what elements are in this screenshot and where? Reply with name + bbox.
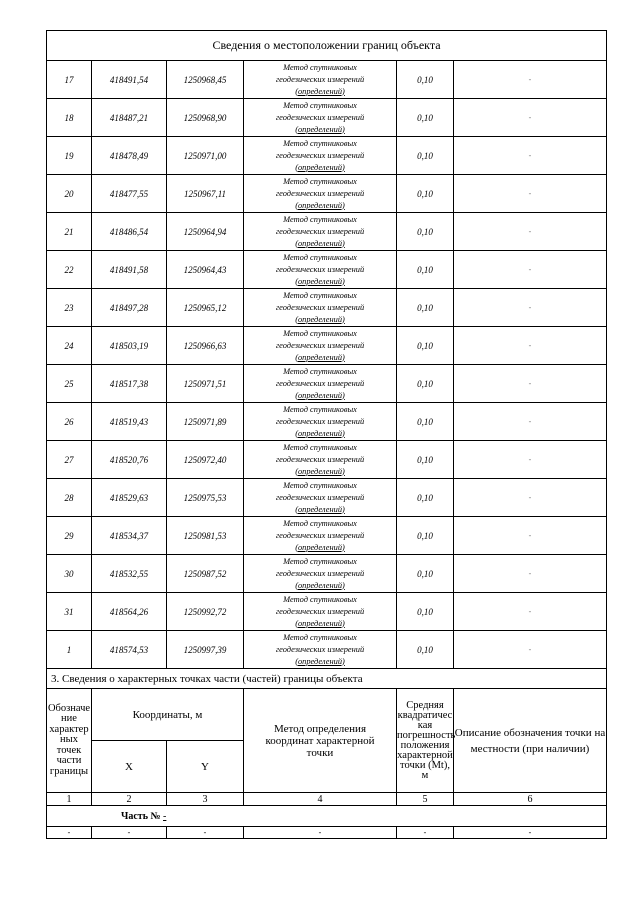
table-row	[47, 251, 607, 289]
method-line: геодезических измерений	[275, 492, 365, 502]
coord-x: 418534,37	[92, 517, 167, 555]
point-number: 1	[47, 631, 92, 669]
empty-cell: -	[167, 827, 244, 839]
description: -	[454, 289, 607, 327]
method-cell	[244, 327, 397, 365]
column-number: 4	[244, 793, 397, 806]
description: -	[454, 99, 607, 137]
method-line: (определений)	[295, 466, 345, 476]
header-line: кая	[417, 719, 433, 731]
method-cell	[244, 555, 397, 593]
method-cell	[244, 593, 397, 631]
method-line: геодезических измерений	[275, 302, 365, 312]
description: -	[454, 403, 607, 441]
method-line: геодезических измерений	[275, 74, 365, 84]
method-cell	[244, 251, 397, 289]
point-number: 20	[47, 175, 92, 213]
empty-cell: -	[47, 827, 92, 839]
method-line: Метод спутниковых	[283, 62, 357, 72]
method-cell	[244, 61, 397, 99]
point-number: 29	[47, 517, 92, 555]
coord-x: 418529,63	[92, 479, 167, 517]
coord-y: 1250972,40	[167, 441, 244, 479]
description: -	[454, 251, 607, 289]
column-number: 3	[167, 793, 244, 806]
description: -	[454, 517, 607, 555]
description: -	[454, 593, 607, 631]
method-line: (определений)	[295, 504, 345, 514]
accuracy: 0,10	[397, 631, 454, 669]
method-line: Метод спутниковых	[283, 290, 357, 300]
header-line: ние	[61, 713, 77, 725]
method-line: (определений)	[295, 162, 345, 172]
empty-cell: -	[92, 827, 167, 839]
method-cell	[244, 365, 397, 403]
point-number: 25	[47, 365, 92, 403]
method-line: (определений)	[295, 542, 345, 552]
method-cell	[244, 99, 397, 137]
table-row	[47, 631, 607, 669]
method-cell	[244, 479, 397, 517]
accuracy: 0,10	[397, 61, 454, 99]
coord-y: 1250981,53	[167, 517, 244, 555]
part-label: Часть №	[121, 810, 161, 822]
table-title: Сведения о местоположении границ объекта	[47, 31, 607, 61]
coord-x: 418487,21	[92, 99, 167, 137]
coord-x: 418519,43	[92, 403, 167, 441]
method-line: Метод спутниковых	[283, 442, 357, 452]
x-header: X	[92, 741, 167, 793]
coord-y: 1250966,63	[167, 327, 244, 365]
point-number: 26	[47, 403, 92, 441]
coord-x: 418503,19	[92, 327, 167, 365]
accuracy: 0,10	[397, 213, 454, 251]
coord-x: 418491,54	[92, 61, 167, 99]
method-line: геодезических измерений	[275, 644, 365, 654]
method-line: геодезических измерений	[275, 568, 365, 578]
description: -	[454, 479, 607, 517]
document-page	[46, 30, 606, 839]
description: -	[454, 555, 607, 593]
column-number: 6	[454, 793, 607, 806]
table-header-row	[47, 31, 607, 61]
table-row	[47, 365, 607, 403]
method-line: (определений)	[295, 200, 345, 210]
method-line: Метод спутниковых	[283, 100, 357, 110]
method-line: геодезических измерений	[275, 150, 365, 160]
part-row	[47, 806, 607, 827]
method-line: геодезических измерений	[275, 606, 365, 616]
method-line: Метод спутниковых	[283, 252, 357, 262]
table-row	[47, 441, 607, 479]
method-cell	[244, 403, 397, 441]
description: -	[454, 175, 607, 213]
method-line: (определений)	[295, 580, 345, 590]
coord-x: 418486,54	[92, 213, 167, 251]
method-line: геодезических измерений	[275, 264, 365, 274]
point-number: 24	[47, 327, 92, 365]
accuracy: 0,10	[397, 555, 454, 593]
method-line: Метод спутниковых	[283, 480, 357, 490]
accuracy: 0,10	[397, 327, 454, 365]
table-row	[47, 289, 607, 327]
description: -	[454, 365, 607, 403]
column-number: 2	[92, 793, 167, 806]
column-numbers-row	[47, 793, 607, 806]
table-row	[47, 99, 607, 137]
method-line: Метод спутниковых	[283, 366, 357, 376]
y-header: Y	[167, 741, 244, 793]
method-line: геодезических измерений	[275, 378, 365, 388]
method-line: Метод спутниковых	[283, 556, 357, 566]
accuracy: 0,10	[397, 137, 454, 175]
method-line: Метод спутниковых	[283, 214, 357, 224]
method-line: (определений)	[295, 314, 345, 324]
point-number: 27	[47, 441, 92, 479]
method-line: (определений)	[295, 86, 345, 96]
method-line: Метод спутниковых	[283, 176, 357, 186]
empty-cell: -	[397, 827, 454, 839]
accuracy: 0,10	[397, 175, 454, 213]
method-line: Метод спутниковых	[283, 632, 357, 642]
method-line: геодезических измерений	[275, 226, 365, 236]
method-cell	[244, 441, 397, 479]
method-line: геодезических измерений	[275, 340, 365, 350]
method-line: Метод спутниковых	[283, 518, 357, 528]
point-number: 30	[47, 555, 92, 593]
table-row	[47, 555, 607, 593]
accuracy: 0,10	[397, 403, 454, 441]
method-cell	[244, 517, 397, 555]
part-number: -	[163, 810, 167, 822]
method-line: геодезических измерений	[275, 454, 365, 464]
coords-header: Координаты, м	[92, 689, 244, 741]
coord-x: 418564,26	[92, 593, 167, 631]
coord-y: 1250971,51	[167, 365, 244, 403]
accuracy: 0,10	[397, 479, 454, 517]
method-cell	[244, 289, 397, 327]
method-line: Метод спутниковых	[283, 328, 357, 338]
header-line: положения	[400, 739, 450, 751]
column-number: 5	[397, 793, 454, 806]
coord-y: 1250968,90	[167, 99, 244, 137]
method-cell	[244, 137, 397, 175]
coord-y: 1250971,00	[167, 137, 244, 175]
accuracy: 0,10	[397, 251, 454, 289]
accuracy: 0,10	[397, 441, 454, 479]
header-line: части	[56, 755, 82, 767]
header-line: точек	[56, 744, 82, 756]
point-number: 23	[47, 289, 92, 327]
table-row	[47, 403, 607, 441]
method-line: Метод спутниковых	[283, 138, 357, 148]
coord-y: 1250964,94	[167, 213, 244, 251]
method-line: (определений)	[295, 352, 345, 362]
coord-x: 418574,53	[92, 631, 167, 669]
point-number: 18	[47, 99, 92, 137]
method-line: геодезических измерений	[275, 112, 365, 122]
header-line: квадратичес	[397, 709, 453, 721]
section-3-title: 3. Сведения о характерных точках части (частей) границы объекта	[47, 669, 607, 689]
header-line: границы	[49, 765, 89, 777]
description: -	[454, 327, 607, 365]
header-line: Обозначе	[47, 702, 91, 714]
point-number: 22	[47, 251, 92, 289]
point-number: 17	[47, 61, 92, 99]
coord-y: 1250971,89	[167, 403, 244, 441]
coord-x: 418497,28	[92, 289, 167, 327]
coord-x: 418517,38	[92, 365, 167, 403]
method-cell	[244, 213, 397, 251]
header-line: характер	[49, 723, 89, 735]
method-line: (определений)	[295, 656, 345, 666]
description: -	[454, 137, 607, 175]
point-number: 21	[47, 213, 92, 251]
method-line: Метод спутниковых	[283, 594, 357, 604]
accuracy: 0,10	[397, 517, 454, 555]
coord-x: 418491,58	[92, 251, 167, 289]
description: -	[454, 61, 607, 99]
method-line: геодезических измерений	[275, 416, 365, 426]
table-row	[47, 175, 607, 213]
coord-y: 1250987,52	[167, 555, 244, 593]
method-header: Метод определения координат характерной точки	[244, 689, 397, 793]
coord-y: 1250964,43	[167, 251, 244, 289]
boundary-table	[46, 30, 607, 839]
header-line: Средняя	[406, 699, 444, 711]
coord-y: 1250975,53	[167, 479, 244, 517]
empty-cell: -	[244, 827, 397, 839]
method-line: (определений)	[295, 238, 345, 248]
accuracy: 0,10	[397, 99, 454, 137]
accuracy: 0,10	[397, 593, 454, 631]
table-row	[47, 517, 607, 555]
empty-row	[47, 827, 607, 839]
designation-header	[47, 689, 92, 793]
table-row	[47, 593, 607, 631]
method-line: геодезических измерений	[275, 530, 365, 540]
method-line: (определений)	[295, 390, 345, 400]
method-cell	[244, 631, 397, 669]
point-number: 28	[47, 479, 92, 517]
column-header-row	[47, 689, 607, 741]
description: -	[454, 631, 607, 669]
accuracy: 0,10	[397, 365, 454, 403]
table-row	[47, 479, 607, 517]
method-line: геодезических измерений	[275, 188, 365, 198]
section-3-row	[47, 669, 607, 689]
header-line: м	[421, 769, 429, 781]
part-label-cell	[47, 806, 607, 827]
coord-y: 1250997,39	[167, 631, 244, 669]
column-number: 1	[47, 793, 92, 806]
method-line: Метод спутниковых	[283, 404, 357, 414]
header-line: ных	[60, 734, 78, 746]
point-number: 31	[47, 593, 92, 631]
header-line: погрешность	[397, 729, 456, 741]
method-line: (определений)	[295, 428, 345, 438]
table-row	[47, 327, 607, 365]
header-line: характерной	[397, 749, 453, 761]
accuracy-header	[397, 689, 454, 793]
empty-cell: -	[454, 827, 607, 839]
description: -	[454, 441, 607, 479]
table-row	[47, 61, 607, 99]
method-line: (определений)	[295, 276, 345, 286]
coord-x: 418532,55	[92, 555, 167, 593]
coord-y: 1250992,72	[167, 593, 244, 631]
coord-x: 418478,49	[92, 137, 167, 175]
header-line: точки (Mt),	[400, 759, 450, 771]
point-number: 19	[47, 137, 92, 175]
coord-y: 1250967,11	[167, 175, 244, 213]
description-header: Описание обозначения точки на местности (при наличии)	[454, 689, 607, 793]
table-row	[47, 213, 607, 251]
coord-y: 1250965,12	[167, 289, 244, 327]
coord-y: 1250968,45	[167, 61, 244, 99]
coord-x: 418520,76	[92, 441, 167, 479]
table-row	[47, 137, 607, 175]
method-line: (определений)	[295, 618, 345, 628]
accuracy: 0,10	[397, 289, 454, 327]
coord-x: 418477,55	[92, 175, 167, 213]
description: -	[454, 213, 607, 251]
method-cell	[244, 175, 397, 213]
method-line: (определений)	[295, 124, 345, 134]
